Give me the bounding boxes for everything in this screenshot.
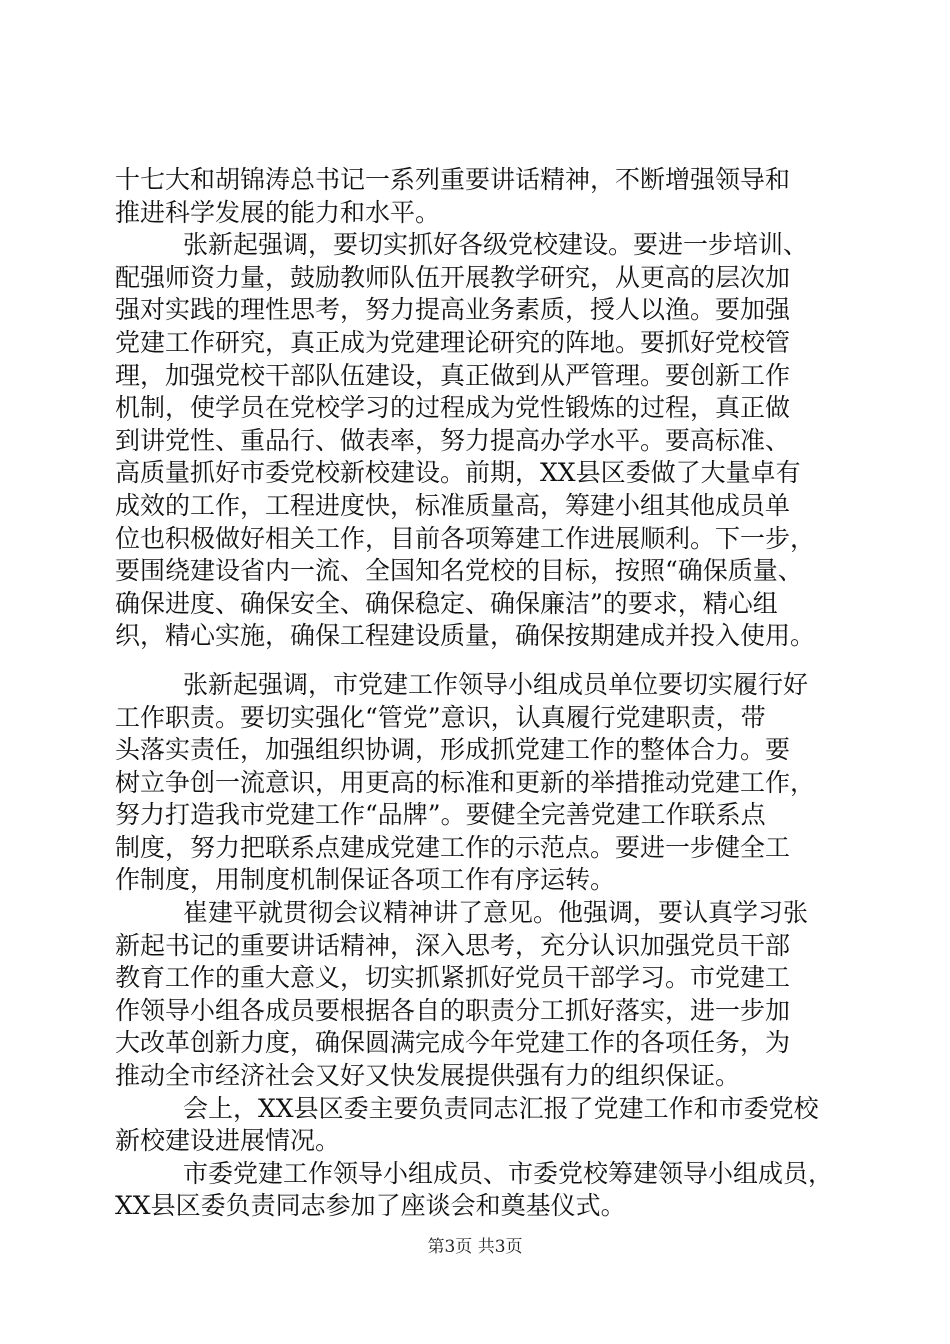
document-body — [115, 164, 837, 1223]
paragraph-6 — [115, 1158, 837, 1223]
text-line: 努力打造我市党建工作“品牌”。要健全完善党建工作联系点 — [115, 800, 766, 830]
text-line: 配强师资力量，鼓励教师队伍开展教学研究，从更高的层次加 — [115, 262, 791, 292]
paragraph-3 — [115, 669, 837, 897]
text-line: 十七大和胡锦涛总书记一系列重要讲话精神，不断增强领导和 — [115, 165, 791, 194]
paragraph-4 — [115, 897, 837, 1093]
text-line: 崔建平就贯彻会议精神讲了意见。他强调，要认真学习张 — [183, 898, 809, 928]
text-line: 会上，XX县区委主要负责同志汇报了党建工作和市委党校 — [183, 1093, 819, 1123]
text-line: 作领导小组各成员要根据各自的职责分工抓好落实，进一步加 — [115, 995, 791, 1025]
paragraph-spacer — [115, 653, 837, 669]
text-line: 党建工作研究，真正成为党建理论研究的阵地。要抓好党校管 — [115, 327, 791, 357]
text-line: 新校建设进展情况。 — [115, 1126, 341, 1156]
text-line: 成效的工作，工程进度快，标准质量高，筹建小组其他成员单 — [115, 490, 791, 520]
text-line: 确保进度、确保安全、确保稳定、确保廉洁”的要求，精心组 — [115, 588, 778, 618]
text-line: 工作职责。要切实强化“管党”意识，认真履行党建职责，带 — [115, 702, 766, 732]
text-line: 到讲党性、重品行、做表率，努力提高办学水平。要高标准、 — [115, 425, 791, 455]
text-line: 位也积极做好相关工作，目前各项筹建工作进展顺利。下一步， — [115, 523, 816, 553]
text-line: 教育工作的重大意义，切实抓紧抓好党员干部学习。市党建工 — [115, 963, 791, 993]
text-line: 机制，使学员在党校学习的过程成为党性锻炼的过程，真正做 — [115, 393, 791, 423]
text-line: 大改革创新力度，确保圆满完成今年党建工作的各项任务，为 — [115, 1028, 791, 1058]
text-line: 树立争创一流意识，用更高的标准和更新的举措推动党建工作， — [115, 767, 816, 797]
text-line: 张新起强调，要切实抓好各级党校建设。要进一步培训、 — [183, 230, 809, 260]
text-line: 高质量抓好市委党校新校建设。前期，XX县区委做了大量卓有 — [115, 458, 801, 488]
paragraph-2 — [115, 229, 837, 653]
text-line: XX县区委负责同志参加了座谈会和奠基仪式。 — [115, 1191, 626, 1221]
paragraph-5 — [115, 1093, 837, 1158]
text-line: 推进科学发展的能力和水平。 — [115, 197, 441, 227]
text-line: 制度，努力把联系点建成党建工作的示范点。要进一步健全工 — [115, 832, 791, 862]
text-line: 张新起强调，市党建工作领导小组成员单位要切实履行好 — [183, 669, 809, 699]
text-line: 市委党建工作领导小组成员、市委党校筹建领导小组成员， — [183, 1158, 834, 1188]
text-line: 头落实责任，加强组织协调，形成抓党建工作的整体合力。要 — [115, 735, 791, 765]
text-line: 理，加强党校干部队伍建设，真正做到从严管理。要创新工作 — [115, 360, 791, 390]
text-line: 强对实践的理性思考，努力提高业务素质，授人以渔。要加强 — [115, 295, 791, 325]
text-line: 新起书记的重要讲话精神，深入思考，充分认识加强党员干部 — [115, 930, 791, 960]
text-line: 织，精心实施，确保工程建设质量，确保按期建成并投入使用。 — [115, 621, 816, 651]
paragraph-1 — [115, 164, 837, 229]
page-number-footer: 第3页 共3页 — [427, 1237, 523, 1257]
text-line: 推动全市经济社会又好又快发展提供强有力的组织保证。 — [115, 1061, 741, 1091]
text-line: 作制度，用制度机制保证各项工作有序运转。 — [115, 865, 616, 895]
text-line: 要围绕建设省内一流、全国知名党校的目标，按照“确保质量、 — [115, 556, 803, 586]
